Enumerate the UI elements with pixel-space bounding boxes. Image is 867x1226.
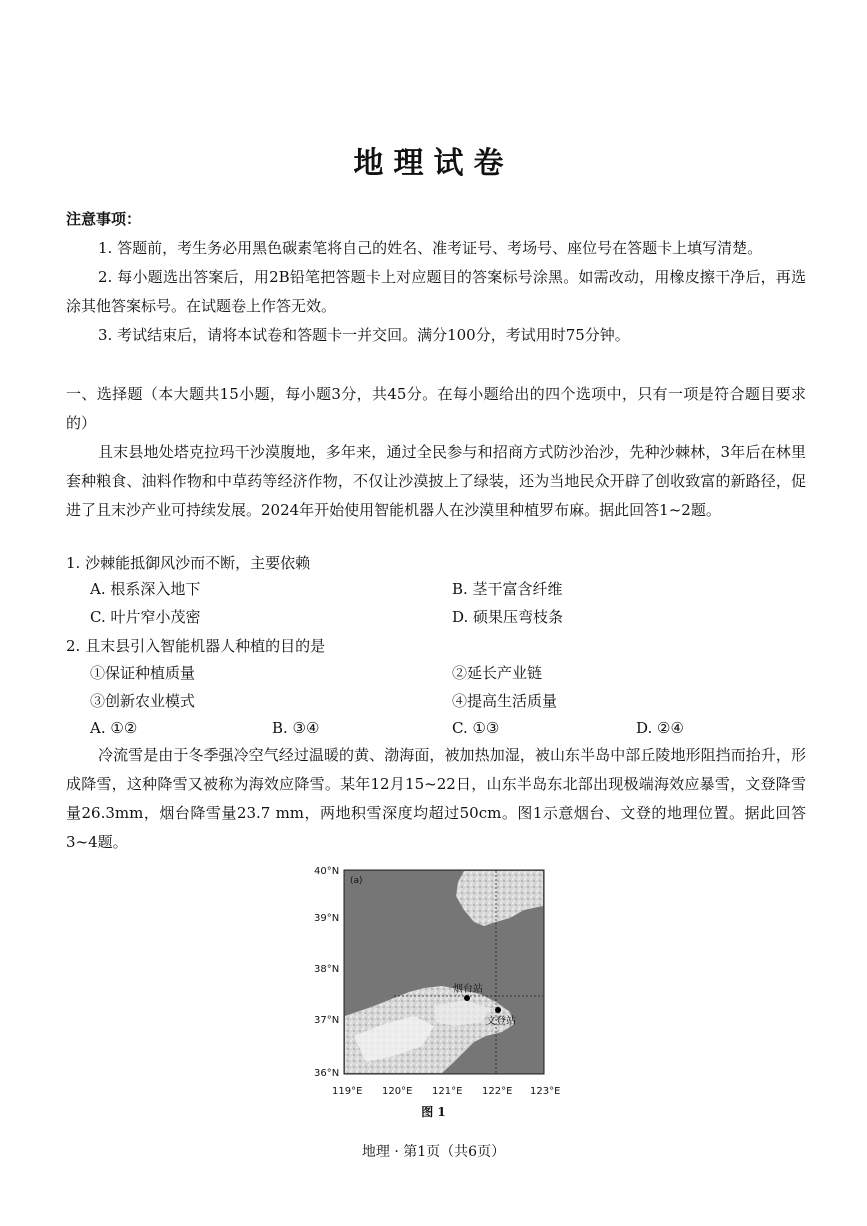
lon-label-119: 119°E (332, 1086, 363, 1097)
wendeng-station-dot (495, 1007, 501, 1013)
yantai-station-dot (464, 995, 470, 1001)
figure-1-map (314, 866, 564, 1100)
lat-label-39: 39°N (314, 913, 340, 924)
q2-option-b: B. ③④ (272, 719, 320, 737)
panel-label: (a) (350, 876, 363, 886)
q2-option-d: D. ②④ (636, 719, 684, 737)
notice-heading: 注意事项： (66, 210, 142, 228)
q1-option-b: B. 茎干富含纤维 (452, 580, 563, 598)
notice-item-3: 3. 考试结束后，请将本试卷和答题卡一并交回。满分100分，考试用时75分钟。 (98, 326, 630, 344)
q2-statement-2: ②延长产业链 (452, 664, 543, 682)
exam-title: 地理试卷 (353, 146, 514, 181)
passage-2: 冷流雪是由于冬季强冷空气经过温暖的黄、渤海面，被加热加湿，被山东半岛中部丘陵地形阻挡而抬升，形成降雪，这种降雪又被称为海效应降雪。某年12月15~22日，山东半岛东北部出现极端海效应暴雪，文登降雪量26.3mm，烟台降雪量23.7 mm，两地积雪深度均超过50cm。图1示意烟台、文登的地理位置。据此回答3~4题。 (66, 746, 806, 851)
q1-option-c: C. 叶片窄小茂密 (90, 608, 201, 626)
passage-1: 且末县地处塔克拉玛干沙漠腹地，多年来，通过全民参与和招商方式防沙治沙，先种沙棘林，3年后在林里套种粮食、油料作物和中草药等经济作物，不仅让沙漠披上了绿装，还为当地民众开辟了创收致富的新路径，促进了且末沙产业可持续发展。2024年开始使用智能机器人在沙漠里种植罗布麻。据此回答1~2题。 (66, 443, 806, 519)
q2-statement-4: ④提高生活质量 (452, 692, 558, 710)
q2-statement-3: ③创新农业模式 (90, 692, 196, 710)
lat-label-38: 38°N (314, 964, 340, 975)
yantai-station-label: 烟台站 (453, 984, 483, 995)
lon-label-120: 120°E (382, 1086, 413, 1097)
notice-item-1: 1. 答题前，考生务必用黑色碳素笔将自己的姓名、准考证号、考场号、座位号在答题卡上填写清楚。 (98, 239, 763, 257)
lat-label-36: 36°N (314, 1068, 340, 1079)
lon-label-123: 123°E (530, 1086, 561, 1097)
wendeng-station-label: 文登站 (486, 1016, 516, 1027)
q2-option-a: A. ①② (90, 719, 138, 737)
lat-label-40: 40°N (314, 866, 340, 877)
notice-item-2: 2. 每小题选出答案后，用2B铅笔把答题卡上对应题目的答案标号涂黑。如需改动，用橡皮擦干净后，再选涂其他答案标号。在试题卷上作答无效。 (66, 268, 806, 315)
q2-statement-1: ①保证种植质量 (90, 664, 196, 682)
lon-label-121: 121°E (432, 1086, 463, 1097)
lon-label-122: 122°E (482, 1086, 513, 1097)
q1-option-d: D. 硕果压弯枝条 (452, 608, 564, 626)
figure-1-caption: 图 1 (421, 1105, 446, 1119)
q1-option-a: A. 根系深入地下 (90, 580, 201, 598)
page-footer: 地理 · 第1页（共6页） (361, 1144, 506, 1160)
q2-stem: 2. 且末县引入智能机器人种植的目的是 (66, 637, 326, 655)
section1-heading: 一、选择题（本大题共15小题，每小题3分，共45分。在每小题给出的四个选项中，只有一项是符合题目要求的） (66, 385, 806, 432)
lat-label-37: 37°N (314, 1015, 340, 1026)
q2-option-c: C. ①③ (452, 719, 500, 737)
q1-stem: 1. 沙棘能抵御风沙而不断，主要依赖 (66, 554, 311, 572)
